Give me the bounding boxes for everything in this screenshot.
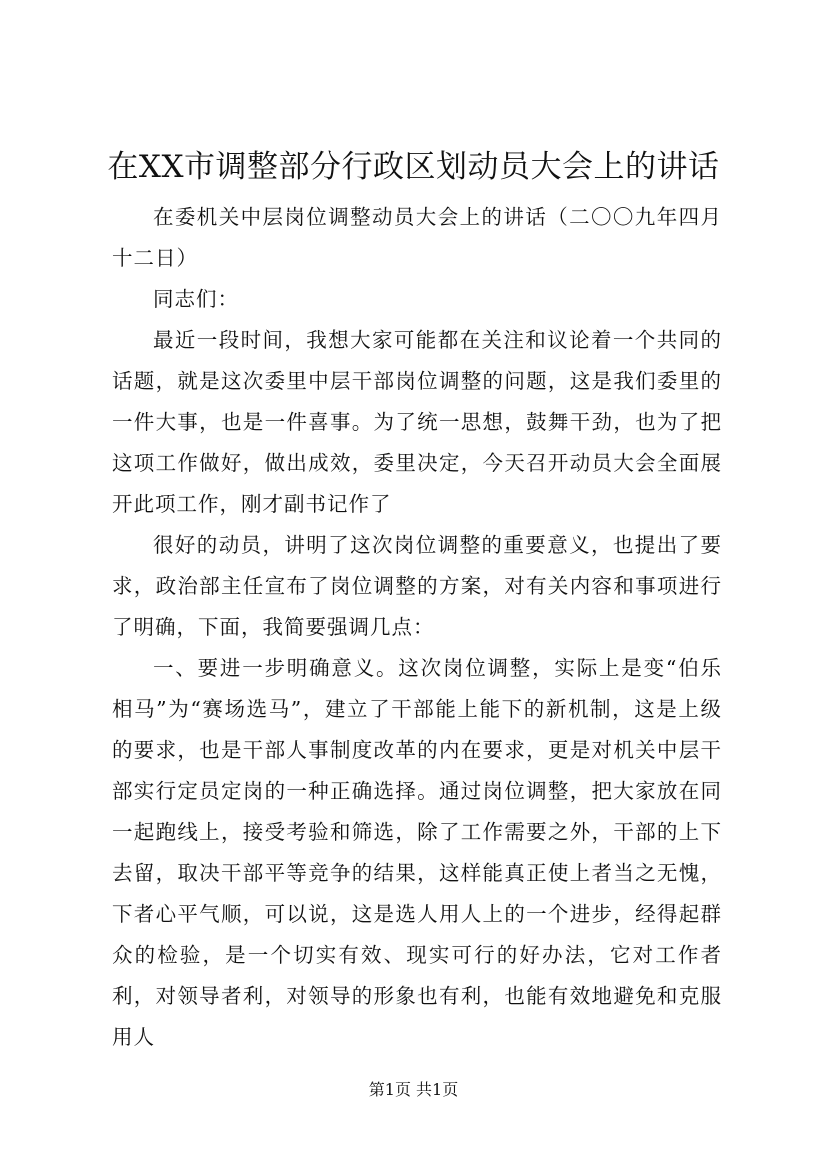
document-paragraph: 很好的动员，讲明了这次岗位调整的重要意义，也提出了要求，政治部主任宣布了岗位调整的方案，对有关内容和事项进行了明确，下面，我简要强调几点：: [112, 533, 722, 639]
document-body: [112, 197, 722, 1058]
document-title: 在XX市调整部分行政区划动员大会上的讲话: [107, 149, 720, 185]
document-paragraph: 一、要进一步明确意义。这次岗位调整，实际上是变“伯乐相马”为“赛场选马”，建立了干部能上能下的新机制，这是上级的要求，也是干部人事制度改革的内在要求，更是对机关中层干部实行定员定岗的一种正确选择。通过岗位调整，把大家放在同一起跑线上，接受考验和筛选，除了工作需要之外，干部的上下去留，取决干部平等竞争的结果，这样能真正使上者当之无愧，下者心平气顺，可以说，这是选人用人上的一个进步，经得起群众的检验，是一个切实有效、现实可行的好办法，它对工作者利，对领导者利，对领导的形象也有利，也能有效地避免和克服用人: [112, 656, 722, 1049]
document-paragraph: 同志们：: [153, 287, 239, 311]
page-footer: 第1页 共1页: [368, 1080, 459, 1099]
document-paragraph: 最近一段时间，我想大家可能都在关注和议论着一个共同的话题，就是这次委里中层干部岗位调整的问题，这是我们委里的一件大事，也是一件喜事。为了统一思想，鼓舞干劲，也为了把这项工作做好，做出成效，委里决定，今天召开动员大会全面展开此项工作，刚才副书记作了: [112, 328, 722, 516]
document-paragraph: 在委机关中层岗位调整动员大会上的讲话（二〇〇九年四月十二日）: [112, 205, 722, 270]
